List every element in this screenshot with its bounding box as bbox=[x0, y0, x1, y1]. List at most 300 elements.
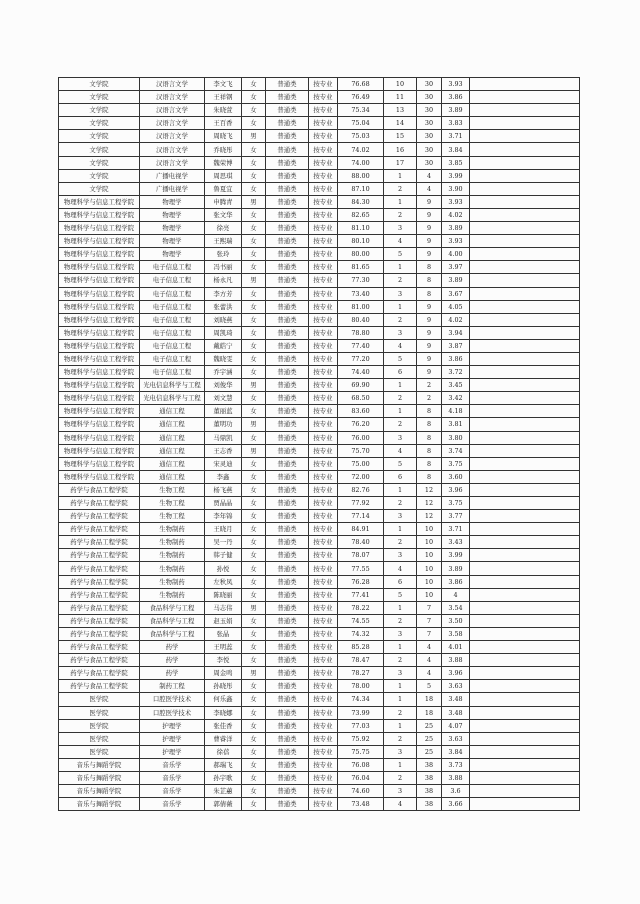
total-cell: 38 bbox=[417, 771, 442, 784]
empty-cell bbox=[470, 313, 580, 326]
admission-type-cell: 按专业 bbox=[309, 418, 338, 431]
empty-cell bbox=[470, 798, 580, 811]
score-cell: 75.04 bbox=[338, 117, 384, 130]
rank-cell: 4 bbox=[384, 798, 417, 811]
major-cell: 广播电视学 bbox=[140, 182, 205, 195]
empty-cell bbox=[470, 130, 580, 143]
gender-cell: 女 bbox=[242, 222, 266, 235]
major-cell: 光电信息科学与工程 bbox=[140, 392, 205, 405]
table-row bbox=[59, 366, 580, 379]
gpa-cell: 3.58 bbox=[442, 627, 470, 640]
gpa-cell: 3.90 bbox=[442, 182, 470, 195]
major-cell: 汉语言文学 bbox=[140, 78, 205, 91]
admission-type-cell: 按专业 bbox=[309, 313, 338, 326]
admission-type-cell: 按专业 bbox=[309, 326, 338, 339]
admission-type-cell: 按专业 bbox=[309, 745, 338, 758]
gpa-cell: 3.43 bbox=[442, 536, 470, 549]
score-cell: 77.92 bbox=[338, 497, 384, 510]
college-cell: 物理科学与信息工程学院 bbox=[59, 261, 140, 274]
table-row bbox=[59, 641, 580, 654]
gpa-cell: 3.97 bbox=[442, 261, 470, 274]
table-row bbox=[59, 798, 580, 811]
admission-type-cell: 按专业 bbox=[309, 758, 338, 771]
score-cell: 75.00 bbox=[338, 457, 384, 470]
table-row bbox=[59, 156, 580, 169]
college-cell: 药学与食品工程学院 bbox=[59, 588, 140, 601]
category-cell: 普通类 bbox=[266, 104, 309, 117]
name-cell: 董明功 bbox=[205, 418, 242, 431]
major-cell: 生物制药 bbox=[140, 588, 205, 601]
category-cell: 普通类 bbox=[266, 366, 309, 379]
admission-type-cell: 按专业 bbox=[309, 366, 338, 379]
table-row bbox=[59, 287, 580, 300]
rank-cell: 2 bbox=[384, 732, 417, 745]
score-cell: 81.10 bbox=[338, 222, 384, 235]
total-cell: 9 bbox=[417, 248, 442, 261]
name-cell: 刘晓燕 bbox=[205, 313, 242, 326]
score-cell: 76.20 bbox=[338, 418, 384, 431]
table-row bbox=[59, 510, 580, 523]
empty-cell bbox=[470, 601, 580, 614]
total-cell: 8 bbox=[417, 457, 442, 470]
category-cell: 普通类 bbox=[266, 470, 309, 483]
college-cell: 药学与食品工程学院 bbox=[59, 627, 140, 640]
gpa-cell: 3.63 bbox=[442, 732, 470, 745]
major-cell: 制药工程 bbox=[140, 680, 205, 693]
college-cell: 物理科学与信息工程学院 bbox=[59, 457, 140, 470]
table-row bbox=[59, 91, 580, 104]
major-cell: 物理学 bbox=[140, 208, 205, 221]
gender-cell: 女 bbox=[242, 771, 266, 784]
name-cell: 李悦 bbox=[205, 654, 242, 667]
table-row bbox=[59, 601, 580, 614]
admission-type-cell: 按专业 bbox=[309, 143, 338, 156]
admission-type-cell: 按专业 bbox=[309, 235, 338, 248]
total-cell: 10 bbox=[417, 523, 442, 536]
score-cell: 74.00 bbox=[338, 156, 384, 169]
rank-cell: 4 bbox=[384, 235, 417, 248]
table-row bbox=[59, 483, 580, 496]
total-cell: 30 bbox=[417, 130, 442, 143]
empty-cell bbox=[470, 444, 580, 457]
rank-cell: 1 bbox=[384, 195, 417, 208]
total-cell: 10 bbox=[417, 549, 442, 562]
score-cell: 77.20 bbox=[338, 352, 384, 365]
score-cell: 80.00 bbox=[338, 248, 384, 261]
admission-type-cell: 按专业 bbox=[309, 261, 338, 274]
gender-cell: 女 bbox=[242, 785, 266, 798]
name-cell: 曹睿洋 bbox=[205, 732, 242, 745]
table-row bbox=[59, 667, 580, 680]
college-cell: 音乐与舞蹈学院 bbox=[59, 771, 140, 784]
rank-cell: 5 bbox=[384, 588, 417, 601]
category-cell: 普通类 bbox=[266, 182, 309, 195]
gpa-cell: 3.75 bbox=[442, 497, 470, 510]
admission-type-cell: 按专业 bbox=[309, 588, 338, 601]
major-cell: 食品科学与工程 bbox=[140, 614, 205, 627]
college-cell: 音乐与舞蹈学院 bbox=[59, 798, 140, 811]
rank-cell: 1 bbox=[384, 169, 417, 182]
category-cell: 普通类 bbox=[266, 222, 309, 235]
admission-type-cell: 按专业 bbox=[309, 78, 338, 91]
gender-cell: 女 bbox=[242, 169, 266, 182]
score-cell: 74.32 bbox=[338, 627, 384, 640]
name-cell: 朱芷蕙 bbox=[205, 785, 242, 798]
empty-cell bbox=[470, 510, 580, 523]
admission-type-cell: 按专业 bbox=[309, 732, 338, 745]
category-cell: 普通类 bbox=[266, 208, 309, 221]
category-cell: 普通类 bbox=[266, 418, 309, 431]
college-cell: 药学与食品工程学院 bbox=[59, 680, 140, 693]
rank-cell: 2 bbox=[384, 536, 417, 549]
empty-cell bbox=[470, 182, 580, 195]
gender-cell: 女 bbox=[242, 641, 266, 654]
category-cell: 普通类 bbox=[266, 130, 309, 143]
gpa-cell: 3.93 bbox=[442, 78, 470, 91]
table-row bbox=[59, 208, 580, 221]
gender-cell: 女 bbox=[242, 405, 266, 418]
gpa-cell: 3.60 bbox=[442, 470, 470, 483]
gpa-cell: 3.77 bbox=[442, 510, 470, 523]
score-cell: 78.22 bbox=[338, 601, 384, 614]
name-cell: 张文华 bbox=[205, 208, 242, 221]
college-cell: 医学院 bbox=[59, 732, 140, 745]
empty-cell bbox=[470, 575, 580, 588]
admission-type-cell: 按专业 bbox=[309, 483, 338, 496]
name-cell: 李晓娜 bbox=[205, 706, 242, 719]
college-cell: 物理科学与信息工程学院 bbox=[59, 444, 140, 457]
table-row bbox=[59, 339, 580, 352]
name-cell: 王晓月 bbox=[205, 523, 242, 536]
category-cell: 普通类 bbox=[266, 693, 309, 706]
table-body bbox=[59, 78, 580, 811]
admission-type-cell: 按专业 bbox=[309, 392, 338, 405]
table-row bbox=[59, 104, 580, 117]
gpa-cell: 3.66 bbox=[442, 798, 470, 811]
name-cell: 魏荣博 bbox=[205, 156, 242, 169]
rank-cell: 5 bbox=[384, 248, 417, 261]
name-cell: 周晓飞 bbox=[205, 130, 242, 143]
gender-cell: 女 bbox=[242, 562, 266, 575]
empty-cell bbox=[470, 745, 580, 758]
admission-type-cell: 按专业 bbox=[309, 667, 338, 680]
college-cell: 物理科学与信息工程学院 bbox=[59, 431, 140, 444]
category-cell: 普通类 bbox=[266, 261, 309, 274]
score-cell: 78.27 bbox=[338, 667, 384, 680]
gender-cell: 女 bbox=[242, 156, 266, 169]
total-cell: 4 bbox=[417, 641, 442, 654]
college-cell: 文学院 bbox=[59, 78, 140, 91]
college-cell: 文学院 bbox=[59, 156, 140, 169]
total-cell: 30 bbox=[417, 104, 442, 117]
gpa-cell: 3.99 bbox=[442, 169, 470, 182]
score-cell: 76.00 bbox=[338, 431, 384, 444]
table-row bbox=[59, 326, 580, 339]
gender-cell: 女 bbox=[242, 549, 266, 562]
total-cell: 2 bbox=[417, 379, 442, 392]
college-cell: 物理科学与信息工程学院 bbox=[59, 392, 140, 405]
table-row bbox=[59, 654, 580, 667]
college-cell: 药学与食品工程学院 bbox=[59, 483, 140, 496]
college-cell: 音乐与舞蹈学院 bbox=[59, 785, 140, 798]
table-row bbox=[59, 457, 580, 470]
total-cell: 8 bbox=[417, 274, 442, 287]
major-cell: 护理学 bbox=[140, 732, 205, 745]
gpa-cell: 3.67 bbox=[442, 287, 470, 300]
rank-cell: 3 bbox=[384, 785, 417, 798]
rank-cell: 6 bbox=[384, 575, 417, 588]
gender-cell: 女 bbox=[242, 457, 266, 470]
gpa-cell: 3.48 bbox=[442, 693, 470, 706]
major-cell: 生物工程 bbox=[140, 483, 205, 496]
rank-cell: 5 bbox=[384, 457, 417, 470]
gender-cell: 女 bbox=[242, 719, 266, 732]
total-cell: 8 bbox=[417, 444, 442, 457]
empty-cell bbox=[470, 222, 580, 235]
score-cell: 74.40 bbox=[338, 366, 384, 379]
score-cell: 77.41 bbox=[338, 588, 384, 601]
gender-cell: 女 bbox=[242, 313, 266, 326]
major-cell: 音乐学 bbox=[140, 798, 205, 811]
name-cell: 左秋凤 bbox=[205, 575, 242, 588]
empty-cell bbox=[470, 732, 580, 745]
gpa-cell: 3.42 bbox=[442, 392, 470, 405]
gpa-cell: 3.45 bbox=[442, 379, 470, 392]
gpa-cell: 3.93 bbox=[442, 235, 470, 248]
college-cell: 文学院 bbox=[59, 91, 140, 104]
name-cell: 李文飞 bbox=[205, 78, 242, 91]
table-row bbox=[59, 222, 580, 235]
major-cell: 音乐学 bbox=[140, 785, 205, 798]
admission-type-cell: 按专业 bbox=[309, 444, 338, 457]
gender-cell: 女 bbox=[242, 523, 266, 536]
table-row bbox=[59, 392, 580, 405]
rank-cell: 3 bbox=[384, 326, 417, 339]
category-cell: 普通类 bbox=[266, 758, 309, 771]
table-row bbox=[59, 719, 580, 732]
gender-cell: 女 bbox=[242, 91, 266, 104]
table-row bbox=[59, 418, 580, 431]
total-cell: 12 bbox=[417, 483, 442, 496]
name-cell: 董丽蓝 bbox=[205, 405, 242, 418]
admission-type-cell: 按专业 bbox=[309, 379, 338, 392]
name-cell: 宋灵迪 bbox=[205, 457, 242, 470]
name-cell: 刘文慧 bbox=[205, 392, 242, 405]
score-cell: 77.55 bbox=[338, 562, 384, 575]
score-cell: 88.00 bbox=[338, 169, 384, 182]
college-cell: 药学与食品工程学院 bbox=[59, 667, 140, 680]
total-cell: 9 bbox=[417, 208, 442, 221]
gender-cell: 女 bbox=[242, 182, 266, 195]
category-cell: 普通类 bbox=[266, 627, 309, 640]
gender-cell: 女 bbox=[242, 614, 266, 627]
admission-type-cell: 按专业 bbox=[309, 549, 338, 562]
admission-type-cell: 按专业 bbox=[309, 130, 338, 143]
score-cell: 76.49 bbox=[338, 91, 384, 104]
gender-cell: 女 bbox=[242, 745, 266, 758]
gender-cell: 男 bbox=[242, 601, 266, 614]
admission-type-cell: 按专业 bbox=[309, 510, 338, 523]
rank-cell: 2 bbox=[384, 654, 417, 667]
score-cell: 78.07 bbox=[338, 549, 384, 562]
table-row bbox=[59, 405, 580, 418]
gender-cell: 女 bbox=[242, 706, 266, 719]
table-row bbox=[59, 195, 580, 208]
admission-type-cell: 按专业 bbox=[309, 405, 338, 418]
rank-cell: 2 bbox=[384, 182, 417, 195]
major-cell: 光电信息科学与工程 bbox=[140, 379, 205, 392]
admission-type-cell: 按专业 bbox=[309, 104, 338, 117]
gender-cell: 女 bbox=[242, 497, 266, 510]
category-cell: 普通类 bbox=[266, 313, 309, 326]
category-cell: 普通类 bbox=[266, 497, 309, 510]
major-cell: 音乐学 bbox=[140, 758, 205, 771]
major-cell: 口腔医学技术 bbox=[140, 693, 205, 706]
category-cell: 普通类 bbox=[266, 680, 309, 693]
gender-cell: 女 bbox=[242, 287, 266, 300]
major-cell: 生物制药 bbox=[140, 523, 205, 536]
score-cell: 68.50 bbox=[338, 392, 384, 405]
rank-cell: 2 bbox=[384, 313, 417, 326]
name-cell: 周思琪 bbox=[205, 169, 242, 182]
category-cell: 普通类 bbox=[266, 601, 309, 614]
table-row bbox=[59, 549, 580, 562]
rank-cell: 1 bbox=[384, 483, 417, 496]
admission-type-cell: 按专业 bbox=[309, 798, 338, 811]
table-row bbox=[59, 588, 580, 601]
category-cell: 普通类 bbox=[266, 654, 309, 667]
category-cell: 普通类 bbox=[266, 287, 309, 300]
rank-cell: 3 bbox=[384, 510, 417, 523]
empty-cell bbox=[470, 719, 580, 732]
rank-cell: 3 bbox=[384, 667, 417, 680]
rank-cell: 3 bbox=[384, 222, 417, 235]
major-cell: 食品科学与工程 bbox=[140, 601, 205, 614]
empty-cell bbox=[470, 143, 580, 156]
college-cell: 物理科学与信息工程学院 bbox=[59, 287, 140, 300]
total-cell: 9 bbox=[417, 300, 442, 313]
total-cell: 25 bbox=[417, 732, 442, 745]
gender-cell: 女 bbox=[242, 208, 266, 221]
empty-cell bbox=[470, 562, 580, 575]
score-cell: 74.02 bbox=[338, 143, 384, 156]
total-cell: 18 bbox=[417, 706, 442, 719]
admission-type-cell: 按专业 bbox=[309, 182, 338, 195]
major-cell: 电子信息工程 bbox=[140, 339, 205, 352]
category-cell: 普通类 bbox=[266, 392, 309, 405]
major-cell: 药学 bbox=[140, 654, 205, 667]
empty-cell bbox=[470, 78, 580, 91]
gpa-cell: 4.05 bbox=[442, 300, 470, 313]
gpa-cell: 3.71 bbox=[442, 523, 470, 536]
empty-cell bbox=[470, 274, 580, 287]
total-cell: 8 bbox=[417, 470, 442, 483]
gender-cell: 女 bbox=[242, 470, 266, 483]
college-cell: 医学院 bbox=[59, 719, 140, 732]
name-cell: 王志香 bbox=[205, 444, 242, 457]
major-cell: 物理学 bbox=[140, 195, 205, 208]
empty-cell bbox=[470, 261, 580, 274]
total-cell: 7 bbox=[417, 627, 442, 640]
score-cell: 83.60 bbox=[338, 405, 384, 418]
table-row bbox=[59, 745, 580, 758]
gender-cell: 女 bbox=[242, 248, 266, 261]
name-cell: 乔宇涵 bbox=[205, 366, 242, 379]
score-cell: 78.00 bbox=[338, 680, 384, 693]
gpa-cell: 3.96 bbox=[442, 483, 470, 496]
major-cell: 通信工程 bbox=[140, 444, 205, 457]
gpa-cell: 3.96 bbox=[442, 667, 470, 680]
name-cell: 郝瑞飞 bbox=[205, 758, 242, 771]
rank-cell: 15 bbox=[384, 130, 417, 143]
admission-type-cell: 按专业 bbox=[309, 457, 338, 470]
gender-cell: 女 bbox=[242, 261, 266, 274]
empty-cell bbox=[470, 104, 580, 117]
empty-cell bbox=[470, 693, 580, 706]
gpa-cell: 3.73 bbox=[442, 758, 470, 771]
major-cell: 护理学 bbox=[140, 719, 205, 732]
major-cell: 通信工程 bbox=[140, 457, 205, 470]
college-cell: 药学与食品工程学院 bbox=[59, 510, 140, 523]
category-cell: 普通类 bbox=[266, 771, 309, 784]
gpa-cell: 3.54 bbox=[442, 601, 470, 614]
admission-type-cell: 按专业 bbox=[309, 287, 338, 300]
total-cell: 18 bbox=[417, 693, 442, 706]
name-cell: 刘俊华 bbox=[205, 379, 242, 392]
admission-type-cell: 按专业 bbox=[309, 575, 338, 588]
name-cell: 吴一丹 bbox=[205, 536, 242, 549]
category-cell: 普通类 bbox=[266, 91, 309, 104]
total-cell: 30 bbox=[417, 156, 442, 169]
gpa-cell: 3.93 bbox=[442, 195, 470, 208]
table-row bbox=[59, 771, 580, 784]
name-cell: 贾晶晶 bbox=[205, 497, 242, 510]
category-cell: 普通类 bbox=[266, 300, 309, 313]
rank-cell: 16 bbox=[384, 143, 417, 156]
gpa-cell: 4.00 bbox=[442, 248, 470, 261]
major-cell: 电子信息工程 bbox=[140, 274, 205, 287]
category-cell: 普通类 bbox=[266, 117, 309, 130]
gpa-cell: 3.50 bbox=[442, 614, 470, 627]
rank-cell: 2 bbox=[384, 208, 417, 221]
table-row bbox=[59, 785, 580, 798]
total-cell: 38 bbox=[417, 758, 442, 771]
table-row bbox=[59, 732, 580, 745]
college-cell: 医学院 bbox=[59, 693, 140, 706]
college-cell: 药学与食品工程学院 bbox=[59, 614, 140, 627]
total-cell: 10 bbox=[417, 536, 442, 549]
gpa-cell: 3.89 bbox=[442, 104, 470, 117]
score-cell: 75.03 bbox=[338, 130, 384, 143]
total-cell: 25 bbox=[417, 745, 442, 758]
category-cell: 普通类 bbox=[266, 667, 309, 680]
gender-cell: 男 bbox=[242, 667, 266, 680]
category-cell: 普通类 bbox=[266, 641, 309, 654]
score-cell: 76.04 bbox=[338, 771, 384, 784]
college-cell: 文学院 bbox=[59, 117, 140, 130]
gender-cell: 男 bbox=[242, 379, 266, 392]
admission-type-cell: 按专业 bbox=[309, 771, 338, 784]
admission-type-cell: 按专业 bbox=[309, 117, 338, 130]
college-cell: 物理科学与信息工程学院 bbox=[59, 274, 140, 287]
gender-cell: 男 bbox=[242, 444, 266, 457]
category-cell: 普通类 bbox=[266, 732, 309, 745]
score-cell: 76.68 bbox=[338, 78, 384, 91]
table-row bbox=[59, 575, 580, 588]
gender-cell: 男 bbox=[242, 195, 266, 208]
admission-type-cell: 按专业 bbox=[309, 706, 338, 719]
admission-type-cell: 按专业 bbox=[309, 248, 338, 261]
